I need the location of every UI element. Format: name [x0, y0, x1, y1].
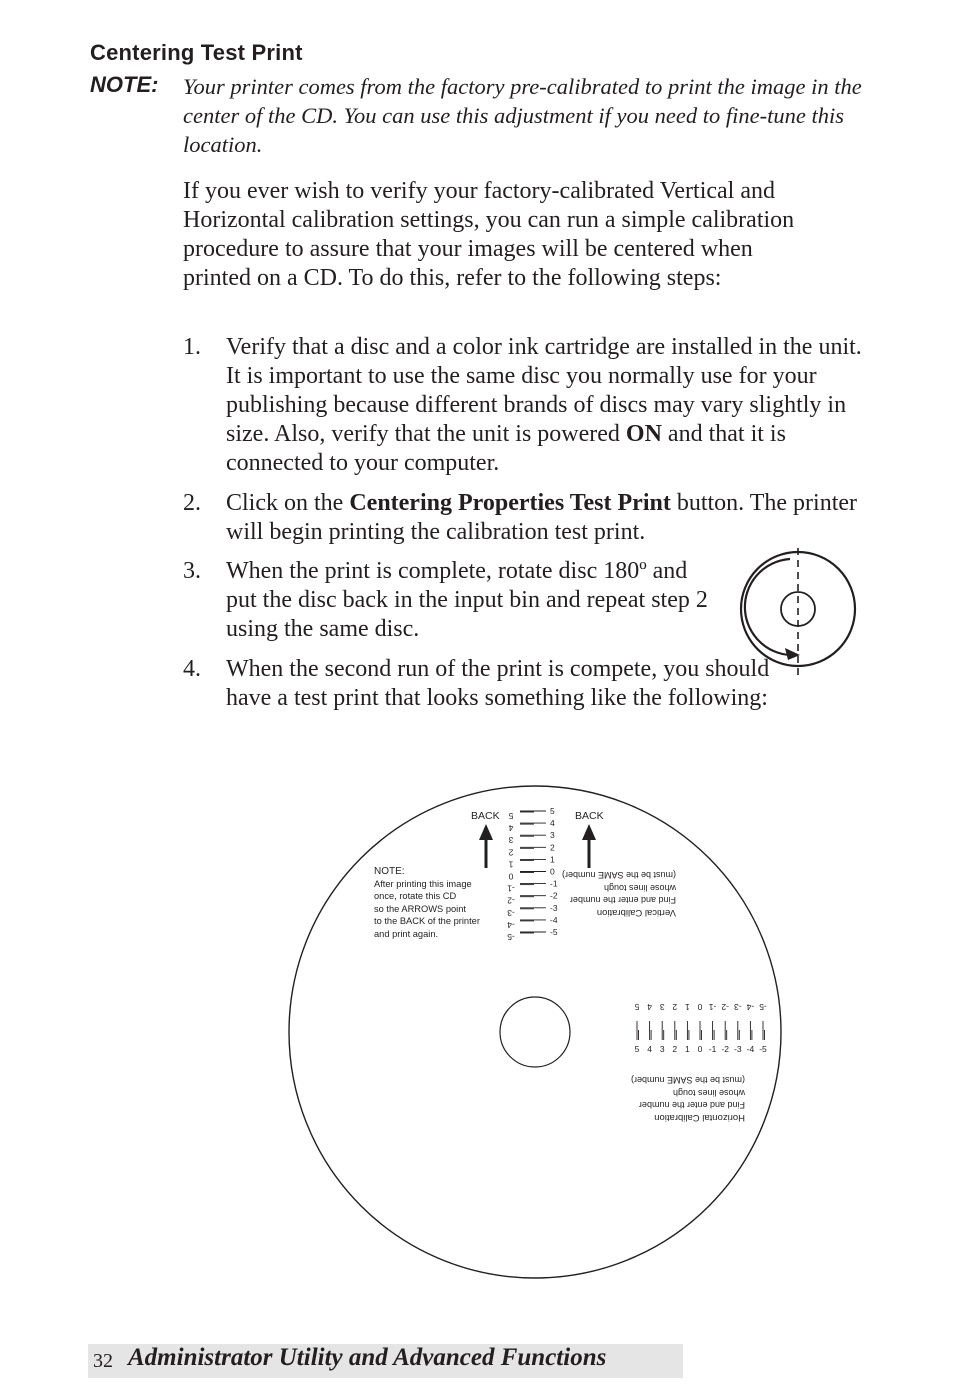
- horizontal-scale-number: 3: [659, 1044, 665, 1054]
- step-number: 1.: [183, 334, 201, 360]
- horizontal-scale-number-flipped: -3: [734, 1002, 742, 1012]
- vertical-scale-number-flipped: -4: [507, 919, 515, 930]
- vertical-scale-number-flipped: 4: [508, 823, 514, 834]
- horizontal-scale-number: 5: [634, 1044, 640, 1054]
- horizontal-caption: [631, 1075, 746, 1123]
- horizontal-scale-number: -3: [734, 1044, 742, 1054]
- horizontal-scale-number-flipped: 1: [685, 1002, 690, 1012]
- step-text: When the second run of the print is compete, you should have a test print that looks something like the following:: [226, 656, 770, 711]
- horizontal-scale-number: 4: [647, 1044, 652, 1054]
- test-print-note-line: After printing this image: [374, 879, 472, 889]
- vertical-caption-line: whose lines tough: [603, 883, 676, 893]
- horizontal-scale-number-flipped: -4: [746, 1002, 755, 1012]
- vertical-scale-number-flipped: 5: [508, 811, 514, 821]
- vertical-scale-number-flipped: 2: [508, 847, 514, 858]
- horizontal-caption-line: (must be the SAME number): [630, 1075, 745, 1085]
- step-bold-term: Centering Properties Test Print: [349, 490, 671, 516]
- disc-rotation-diagram: [730, 545, 864, 681]
- horizontal-scale-number: -5: [759, 1044, 767, 1054]
- horizontal-scale-number-flipped: -1: [708, 1002, 717, 1012]
- intro-paragraph: If you ever wish to verify your factory-calibrated Vertical and Horizontal calibration settings, you can run a simple calibration procedure to assure that your images will be centered when printed on a CD. To do this, refer to the following steps:: [183, 178, 795, 291]
- step-number: 3.: [183, 558, 201, 584]
- vertical-scale-number: 2: [550, 842, 555, 853]
- horizontal-scale-number-flipped: 4: [647, 1002, 652, 1012]
- vertical-scale: [507, 806, 558, 942]
- vertical-scale-number-flipped: 0: [508, 871, 514, 882]
- back-arrow-left-icon: [479, 824, 493, 840]
- footer-title: Administrator Utility and Advanced Functions: [128, 1344, 607, 1371]
- test-print-note-line: and print again.: [374, 929, 439, 939]
- horizontal-scale-number: 1: [685, 1044, 690, 1054]
- vertical-scale-number-flipped: -2: [507, 895, 515, 906]
- vertical-caption-line: (must be the SAME number): [561, 870, 676, 880]
- test-print-note-line: once, rotate this CD: [374, 891, 457, 901]
- test-print-note-line: NOTE:: [374, 866, 405, 877]
- vertical-scale-number: 1: [550, 854, 555, 865]
- horizontal-scale-number: 0: [697, 1044, 703, 1054]
- vertical-scale-number-flipped: -5: [507, 932, 515, 942]
- horizontal-scale-number: -2: [721, 1044, 729, 1054]
- horizontal-scale-number-flipped: 0: [697, 1002, 703, 1012]
- vertical-caption-line: Find and enter the number: [569, 895, 676, 905]
- back-label-right: BACK: [575, 810, 604, 822]
- step-text: Verify that a disc and a color ink cartridge are installed in the unit. It is important to use the same disc you normally use for your publishing because different brands of discs may vary slightly in size. Also, verify that the unit is powered ON and that it is connected to your computer.: [226, 334, 862, 476]
- section-heading: Centering Test Print: [90, 40, 303, 65]
- back-arrow-right-icon: [582, 824, 596, 840]
- step-text: Click on the Centering Properties Test Print button. The printer will begin printing the calibration test print.: [226, 490, 858, 545]
- horizontal-scale-number-flipped: -2: [721, 1002, 729, 1012]
- test-print-note-line: to the BACK of the printer: [374, 916, 480, 926]
- note-text: Your printer comes from the factory pre-calibrated to print the image in the center of the CD. You can use this adjustment if you need to fine-tune this location.: [183, 74, 862, 157]
- back-label-left: BACK: [471, 810, 500, 822]
- cd-hub: [500, 997, 570, 1067]
- vertical-scale-number: -1: [550, 878, 558, 889]
- vertical-scale-number: 0: [550, 866, 555, 877]
- vertical-scale-number: -2: [550, 890, 558, 901]
- horizontal-caption-line: Find and enter the number: [638, 1100, 745, 1110]
- vertical-scale-number: -3: [550, 902, 558, 913]
- cd-test-print-diagram: [286, 768, 788, 1284]
- vertical-scale-number: 5: [550, 806, 555, 816]
- page-number: 32: [93, 1350, 113, 1372]
- horizontal-scale-number-flipped: 3: [659, 1002, 665, 1012]
- vertical-scale-number-flipped: -1: [507, 883, 515, 894]
- vertical-scale-number: 4: [550, 818, 555, 829]
- horizontal-scale-number-flipped: -5: [759, 1002, 767, 1012]
- step-text: When the print is complete, rotate disc 180º and put the disc back in the input bin and repeat step 2 using the same disc.: [226, 558, 708, 642]
- horizontal-caption-line: whose lines tough: [672, 1088, 745, 1098]
- step-number: 4.: [183, 656, 201, 682]
- note-label: NOTE:: [90, 72, 159, 97]
- vertical-scale-number: -4: [550, 914, 558, 925]
- horizontal-caption-title: Horizontal Calibration: [654, 1112, 745, 1123]
- horizontal-scale-number: -4: [746, 1044, 755, 1054]
- vertical-caption: [562, 870, 677, 918]
- horizontal-scale-number: -1: [708, 1044, 717, 1054]
- step-number: 2.: [183, 490, 201, 516]
- horizontal-scale-number-flipped: 2: [672, 1002, 678, 1012]
- test-print-note-line: so the ARROWS point: [374, 904, 466, 914]
- vertical-scale-number: 3: [550, 830, 555, 841]
- vertical-caption-title: Vertical Calibration: [596, 907, 676, 918]
- horizontal-scale-number: 2: [672, 1044, 678, 1054]
- vertical-scale-number: -5: [550, 927, 558, 937]
- vertical-scale-number-flipped: 1: [508, 859, 514, 870]
- horizontal-scale-number-flipped: 5: [634, 1002, 640, 1012]
- vertical-scale-number-flipped: 3: [508, 835, 514, 846]
- step-bold-term: ON: [625, 421, 662, 447]
- vertical-scale-number-flipped: -3: [507, 907, 515, 918]
- horizontal-scale: [634, 1002, 767, 1054]
